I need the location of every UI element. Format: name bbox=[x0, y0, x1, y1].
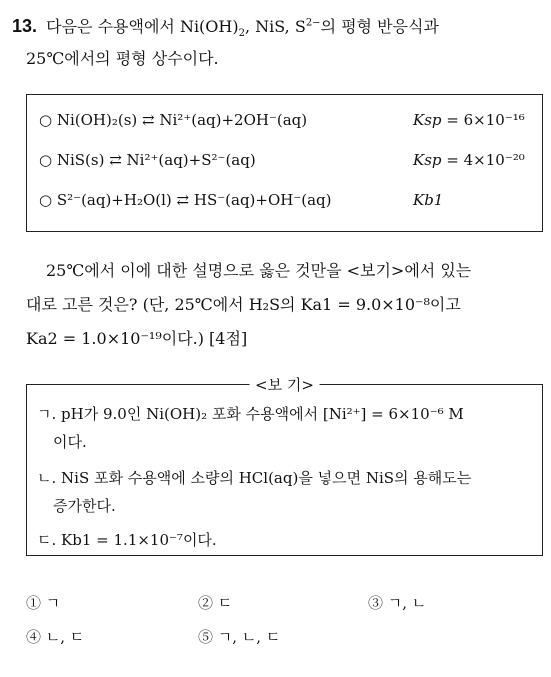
choice-1[interactable]: ① ㄱ bbox=[26, 594, 61, 612]
question-intro-sup: 2− bbox=[305, 17, 321, 29]
bogi-item-1 bbox=[37, 403, 464, 424]
choice-3[interactable]: ③ ㄱ, ㄴ bbox=[368, 594, 427, 612]
bogi-item-3 bbox=[37, 529, 217, 550]
equation-1: ○ Ni(OH)₂(s) ⇄ Ni²⁺(aq)+2OH⁻(aq) bbox=[39, 111, 308, 129]
paragraph-line-1: 25℃에서 이에 대한 설명으로 옳은 것만을 <보기>에서 있는 bbox=[46, 261, 472, 280]
equation-3-k-label: Kb1 bbox=[413, 191, 444, 209]
bogi-item-3-text: Kb1 = 1.1×10⁻⁷이다. bbox=[61, 531, 217, 549]
question-header bbox=[12, 14, 439, 40]
paragraph-line-3: Ka2 = 1.0×10⁻¹⁹이다.) [4점] bbox=[26, 329, 248, 348]
question-intro-b: , NiS, S bbox=[245, 17, 306, 36]
bogi-title: <보 기> bbox=[249, 374, 320, 395]
bogi-item-2-marker: ㄴ. bbox=[37, 469, 57, 487]
bogi-item-2 bbox=[37, 467, 471, 488]
equation-3: ○ S²⁻(aq)+H₂O(l) ⇄ HS⁻(aq)+OH⁻(aq) bbox=[39, 191, 332, 209]
equation-2: ○ NiS(s) ⇄ Ni²⁺(aq)+S²⁻(aq) bbox=[39, 151, 256, 169]
bogi-item-3-marker: ㄷ. bbox=[37, 531, 57, 549]
equation-box bbox=[26, 94, 543, 232]
bogi-item-1-marker: ㄱ. bbox=[37, 405, 57, 423]
paragraph-line-2: 대로 고른 것은? (단, 25℃에서 H₂S의 Ka1 = 9.0×10⁻⁸이고 bbox=[26, 295, 461, 314]
bogi-box bbox=[26, 376, 543, 556]
question-intro-a: 다음은 수용액에서 Ni(OH) bbox=[46, 17, 239, 36]
choice-5[interactable]: ⑤ ㄱ, ㄴ, ㄷ bbox=[198, 628, 281, 646]
question-number: 13. bbox=[12, 16, 38, 36]
equation-2-k-value: = 4×10⁻²⁰ bbox=[446, 151, 525, 169]
equation-3-constant bbox=[413, 191, 443, 209]
equation-2-constant bbox=[413, 151, 525, 169]
bogi-item-1-continuation: 이다. bbox=[53, 433, 87, 451]
equation-1-constant bbox=[413, 111, 525, 129]
equation-1-k-value: = 6×10⁻¹⁶ bbox=[446, 111, 525, 129]
bogi-item-2-text: NiS 포화 수용액에 소량의 HCl(aq)을 넣으면 NiS의 용해도는 bbox=[61, 469, 472, 487]
question-intro-sub: 2 bbox=[238, 28, 245, 40]
question-intro-c: 의 평형 반응식과 bbox=[320, 17, 439, 36]
bogi-item-2-continuation: 증가한다. bbox=[53, 497, 116, 515]
choice-2[interactable]: ② ㄷ bbox=[198, 594, 233, 612]
equation-2-k-label: Ksp bbox=[413, 151, 442, 169]
equation-1-k-label: Ksp bbox=[413, 111, 442, 129]
bogi-item-1-text: pH가 9.0인 Ni(OH)₂ 포화 수용액에서 [Ni²⁺] = 6×10⁻⁶ M bbox=[61, 405, 464, 423]
question-line2: 25℃에서의 평형 상수이다. bbox=[26, 49, 219, 68]
choice-4[interactable]: ④ ㄴ, ㄷ bbox=[26, 628, 85, 646]
